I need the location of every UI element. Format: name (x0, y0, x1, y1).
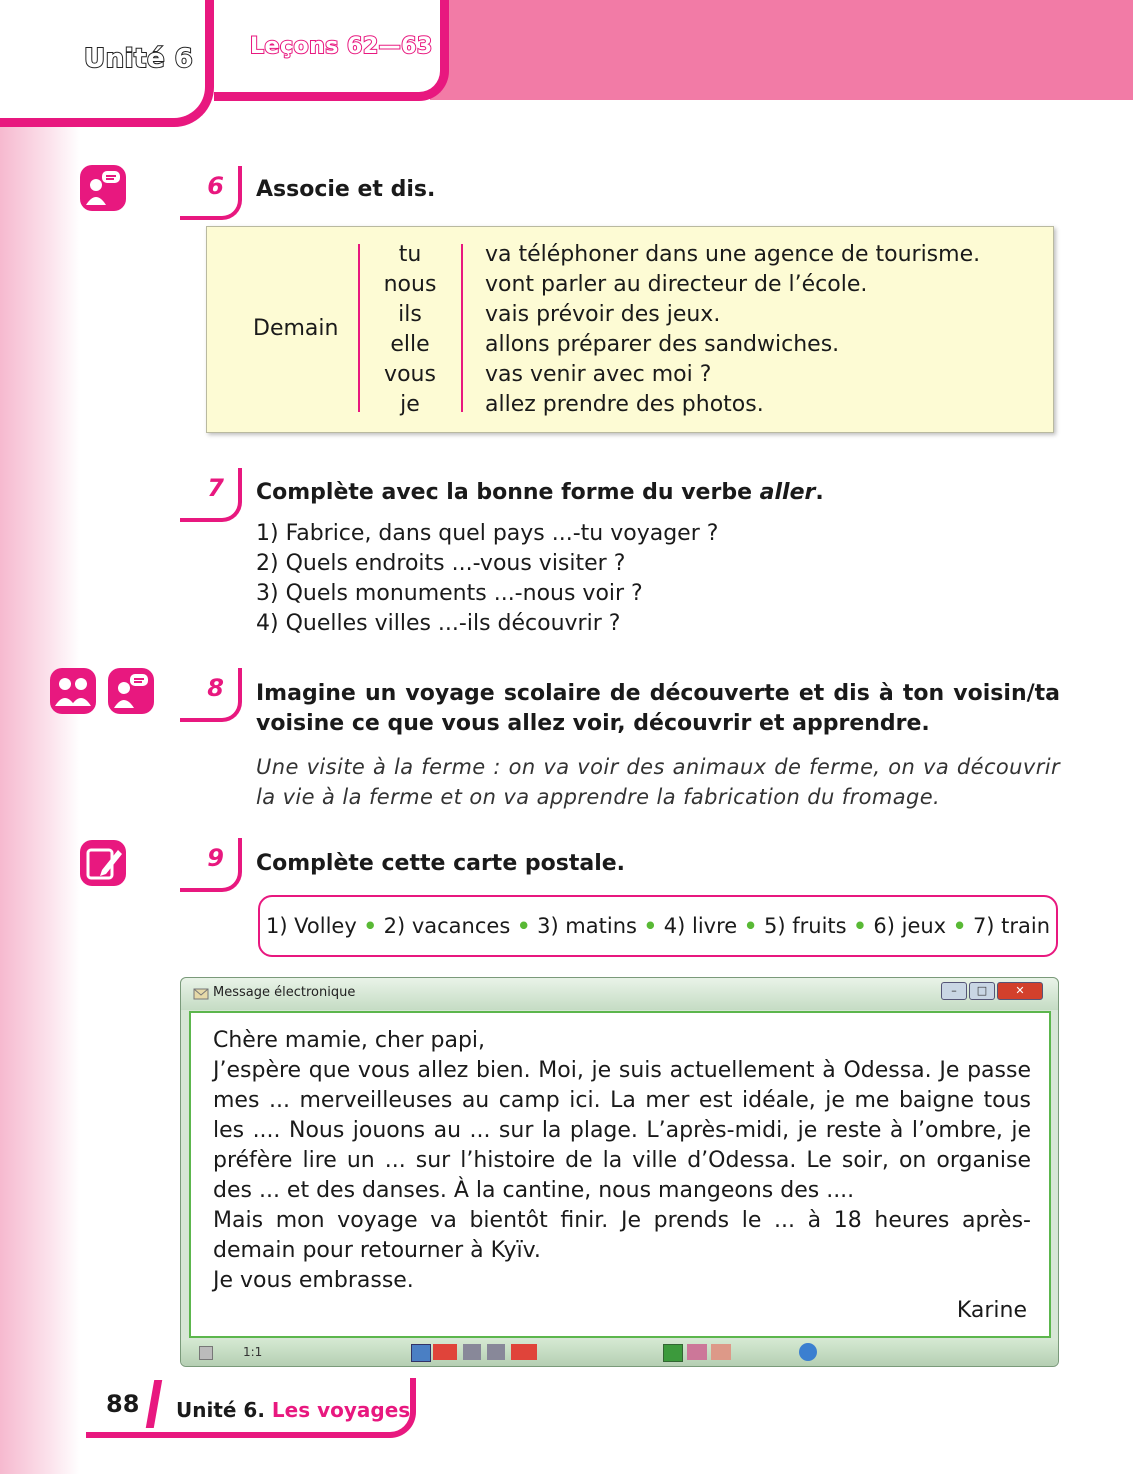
top-header-bar (430, 0, 1133, 100)
footer-unit-title: Unité 6. Les voyages (176, 1398, 411, 1422)
word-bank: 1) Volley • 2) vacances • 3) matins • 4) livre • 5) fruits • 6) jeux • 7) train (258, 895, 1058, 957)
pronoun: elle (390, 332, 430, 357)
pronoun: ils (398, 302, 422, 327)
pronoun: vous (384, 362, 436, 387)
exercise-8-title: Imagine un voyage scolaire de découverte et dis à ton voisin/ta voisine ce que vous allez voir, découvrir et apprendre. (256, 681, 1060, 736)
exercise-6-number-tab: 6 (180, 166, 242, 220)
globe-icon[interactable] (799, 1343, 817, 1361)
speaking-icon (108, 668, 154, 714)
email-line: Chère mamie, cher papi, (213, 1028, 486, 1053)
exercise-9-number-tab: 9 (180, 838, 242, 892)
window-statusbar (181, 1340, 1058, 1366)
exercise-7-item: 1) Fabrice, dans quel pays ...-tu voyager ? (256, 521, 719, 546)
verb-aller: aller (759, 480, 816, 505)
exercise-7-item: 4) Quelles villes ...-ils découvrir ? (256, 611, 621, 636)
list-icon[interactable] (487, 1344, 505, 1360)
minimize-button[interactable]: – (941, 982, 967, 1000)
word-bank-item: 4) livre (663, 914, 738, 938)
exercise-9-title: Complète cette carte postale. (256, 851, 626, 876)
lessons-badge: Leçons 62—63 (250, 34, 433, 59)
email-signature: Karine (956, 1298, 1027, 1323)
verb-phrase: vont parler au directeur de l’école. (485, 272, 868, 297)
subject-demain: Demain (253, 316, 339, 341)
speaking-icon (80, 165, 126, 211)
pronoun: nous (383, 272, 437, 297)
email-line: Mais mon voyage va bientôt finir. Je prends le ... à 18 heures après-demain pour retourner à Kyïv. (213, 1208, 1031, 1263)
email-text (213, 1026, 1031, 1296)
exercise-8-number-tab: 8 (180, 668, 242, 722)
exercise-7-number-tab: 7 (180, 468, 242, 522)
left-decorative-band (0, 0, 80, 1474)
word-bank-item: 2) vacances (383, 914, 511, 938)
exercise-7-title: Complète avec la bonne forme du verbe aller. (256, 480, 824, 505)
word-bank-item: 1) Volley (265, 914, 357, 938)
verb-phrase: va téléphoner dans une agence de tourisme. (485, 242, 981, 267)
cursor-position: 1:1 (243, 1345, 263, 1359)
verb-phrase: vas venir avec moi ? (485, 362, 712, 387)
table-divider-left (358, 244, 360, 412)
word-bank-item: 5) fruits (764, 914, 847, 938)
pair-speaking-icon (50, 668, 96, 714)
close-button[interactable]: ✕ (997, 982, 1043, 1000)
spellcheck-icon[interactable] (511, 1344, 537, 1360)
word-bank-item: 6) jeux (873, 914, 947, 938)
view-icon[interactable] (411, 1344, 431, 1362)
pronoun: je (400, 392, 420, 417)
email-line: Je vous embrasse. (213, 1268, 414, 1293)
email-window (180, 977, 1059, 1367)
page-number: 88 (106, 1390, 140, 1418)
word-bank-item: 3) matins (537, 914, 637, 938)
page-icon (199, 1346, 213, 1360)
verb-phrase: vais prévoir des jeux. (485, 302, 721, 327)
envelope-icon (193, 986, 209, 1002)
verb-phrase: allons préparer des sandwiches. (485, 332, 840, 357)
writing-icon (80, 840, 126, 886)
exercise-8-example: Une visite à la ferme : on va voir des animaux de ferme, on va découvrir la vie à la ferme et on va apprendre la fabrication du fromage. (256, 755, 1060, 809)
window-title: Message électronique (213, 985, 356, 1000)
pronoun: tu (398, 242, 422, 267)
attach-icon[interactable] (687, 1344, 707, 1360)
align-icon[interactable] (463, 1344, 481, 1360)
exercise-7-item: 3) Quels monuments ...-nous voir ? (256, 581, 643, 606)
verb-phrase: allez prendre des photos. (485, 392, 764, 417)
email-body[interactable] (189, 1011, 1051, 1338)
send-icon[interactable] (663, 1344, 683, 1362)
email-line: J’espère que vous allez bien. Moi, je suis actuellement à Odessa. Je passe mes ... merveilleuses au camp ici. La mer est idéale, je me baigne tous les .... Nous jouons au ... sur la plage. L’après-midi, je reste à l’ombre, je préfère lire un ... sur l’histoire de la ville d’Odessa. Le soir, on organise des ... et des danses. À la cantine, nous mangeons des .... (213, 1058, 1031, 1203)
reply-icon[interactable] (711, 1344, 731, 1360)
unit-badge: Unité 6 (84, 44, 194, 74)
table-divider-right (461, 244, 463, 412)
format-icon[interactable] (433, 1344, 457, 1360)
window-titlebar (181, 978, 1058, 1010)
word-bank-item: 7) train (972, 914, 1051, 938)
maximize-button[interactable]: □ (969, 982, 995, 1000)
exercise-7-item: 2) Quels endroits ...-vous visiter ? (256, 551, 626, 576)
exercise-6-title: Associe et dis. (256, 177, 436, 202)
